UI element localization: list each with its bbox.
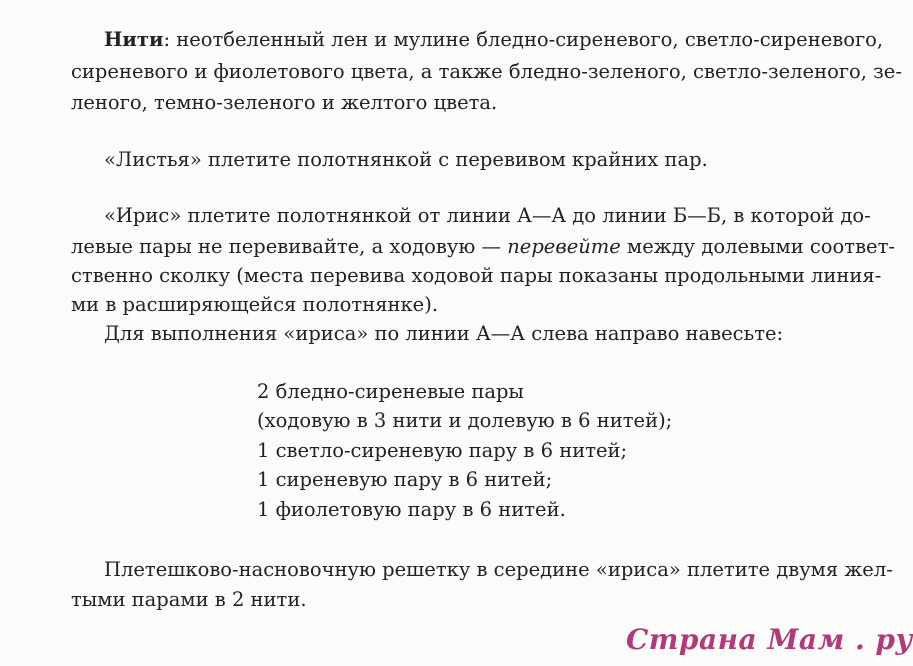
iris-line-1: «Ирис» плетите полотнянкой от линии А—А до линии Б—Б, в которой до- xyxy=(104,204,871,227)
threads-line-3: леного, темно-зеленого и желтого цвета. xyxy=(71,91,498,114)
threads-line-1 xyxy=(104,26,883,54)
pair-item: (ходовую в 3 нити и долевую в 6 нитей); xyxy=(257,409,673,432)
grid-line-1: Плетешково-насновочную решетку в середине «ириса» плетите двумя жел- xyxy=(104,558,893,581)
threads-label: Нити xyxy=(104,28,164,51)
leaves-paragraph: «Листья» плетите полотнянкой с перевивом крайних пар. xyxy=(104,148,708,171)
pair-item: 1 светло-сиреневую пару в 6 нитей; xyxy=(257,439,628,462)
iris-line-3: ственно сколку (места перевива ходовой пары показаны продольными линия- xyxy=(71,264,882,287)
iris-emphasis: перевейте xyxy=(507,235,621,258)
pair-item: 1 сиреневую пару в 6 нитей; xyxy=(257,468,553,491)
instruction: Для выполнения «ириса» по линии А—А слева направо навесьте: xyxy=(104,322,784,345)
grid-line-2: тыми парами в 2 нити. xyxy=(71,588,307,611)
pair-item: 1 фиолетовую пару в 6 нитей. xyxy=(257,498,566,521)
watermark-logo: Страна Мам . ру xyxy=(626,623,913,656)
pair-item: 2 бледно-сиреневые пары xyxy=(257,380,524,403)
threads-line-2: сиреневого и фиолетового цвета, а также бледно-зеленого, светло-зеленого, зе- xyxy=(71,60,902,83)
iris-line-2-c: между долевыми соответ- xyxy=(620,235,895,258)
iris-line-4: ми в расширяющейся полотнянке). xyxy=(71,293,439,316)
threads-text: : неотбеленный лен и мулине бледно-сиреневого, светло-сиреневого, xyxy=(163,28,884,51)
iris-line-2 xyxy=(71,233,895,261)
iris-line-2-a: левые пары не перевивайте, а ходовую — xyxy=(71,235,508,258)
